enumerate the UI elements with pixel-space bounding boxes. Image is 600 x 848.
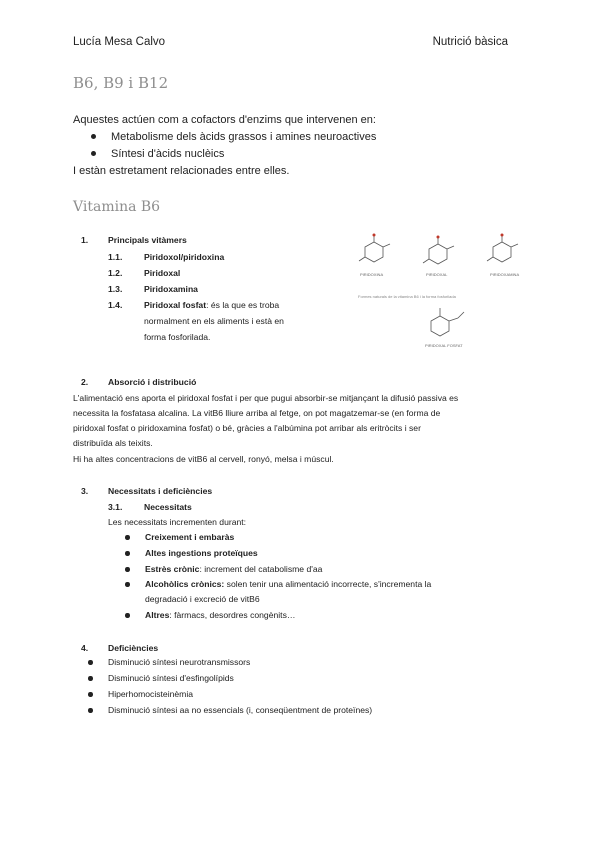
s2-number: 2.	[81, 377, 89, 387]
pyridoxal-phosphate-ring	[431, 316, 449, 336]
s2-line: distribuïda als teixits.	[73, 438, 153, 448]
s2-line: piridoxal fosfat o piridoxamina fosfat) o bé, gràcies a l'albúmina pot arribar als eritròcits i ser	[73, 423, 421, 433]
intro-lead: Aquestes actúen com a cofactors d'enzims que intervenen en:	[73, 114, 376, 126]
s2-line: Hi ha altes concentracions de vitB6 al cervell, ronyó, melsa i múscul.	[73, 454, 334, 464]
s1-item-cont: forma fosforilada.	[144, 332, 211, 342]
s3-bullet-rest: solen tenir una alimentació incorrecte, s'incrementa la	[224, 579, 432, 589]
s3-bullet	[145, 577, 431, 592]
s3-heading: Necessitats i deficiències	[108, 486, 213, 496]
hydroxyl-marker	[373, 234, 376, 237]
vitamers-figure	[352, 228, 532, 358]
amine-marker	[501, 234, 504, 237]
figure-label: PIRIDOXAMINA	[490, 272, 520, 277]
intro-bullet: Metabolisme dels àcids grassos i amines neuroactives	[111, 128, 376, 146]
s4-heading: Deficiències	[108, 643, 159, 653]
s3-bullet-cont: degradació i excreció de vitB6	[145, 594, 260, 604]
s4-bullet: Disminució síntesi d'esfingolípids	[108, 671, 234, 686]
s3-sub-heading: Necessitats	[144, 502, 192, 512]
s3-bullet-bold: Altres	[145, 610, 170, 620]
pyridoxine-ring	[365, 242, 383, 262]
s4-bullet: Disminució síntesi aa no essencials (i, conseqüentment de proteïnes)	[108, 703, 372, 718]
s2-line: L'alimentació ens aporta el piridoxal fosfat i per que pugui absorbir-se mitjançant la difusió passiva es	[73, 393, 459, 403]
pyridoxamine-ring	[493, 242, 511, 262]
s1-number: 1.	[81, 235, 89, 245]
s2-line: necessita la fosfatasa alcalina. La vitB6 lliure arriba al fetge, on pot magatzemar-se (en forma de	[73, 408, 441, 418]
s3-bullet	[145, 562, 322, 577]
s1-item-label: Piridoxal	[144, 268, 181, 278]
section-title: Vitamina B6	[73, 199, 161, 215]
s3-lead: Les necessitats incrementen durant:	[108, 517, 247, 527]
s1-heading: Principals vitàmers	[108, 235, 187, 245]
figure-label: PIRIDOXAL FOSFAT	[425, 343, 463, 348]
s3-bullet-bold: Estrès crònic	[145, 564, 200, 574]
s1-item-num: 1.3.	[108, 284, 123, 294]
figure-caption: Formes naturals de la vitamina B6 i la forma fosforilada	[358, 294, 456, 299]
s1-item-rest: : és la que es troba	[206, 300, 280, 310]
s3-bullet-rest: : increment del catabolisme d'aa	[199, 564, 323, 574]
page-title: B6, B9 i B12	[73, 74, 169, 92]
aldehyde-marker	[437, 236, 440, 239]
s4-bullet: Hiperhomocisteinèmia	[108, 687, 193, 702]
intro-bullet: Síntesi d'àcids nuclèics	[111, 145, 224, 163]
figure-label: PIRIDOXAL	[426, 272, 448, 277]
s3-bullet: Altes ingestions proteïques	[145, 546, 258, 561]
s2-heading: Absorció i distribució	[108, 377, 197, 387]
s1-item-label: Piridoxal fosfat	[144, 300, 207, 310]
s4-number: 4.	[81, 643, 89, 653]
s3-sub-number: 3.1.	[108, 502, 123, 512]
s1-item-num: 1.2.	[108, 268, 123, 278]
s1-item-num: 1.1.	[108, 252, 123, 262]
header-course: Nutrició bàsica	[432, 36, 508, 48]
intro-closing: I estàn estretament relacionades entre elles.	[73, 165, 290, 177]
s3-bullet: Creixement i embaràs	[145, 530, 234, 545]
s1-item-label: Piridoxamina	[144, 284, 198, 294]
s3-bullet-bold: Alcohòlics crònics:	[145, 579, 225, 589]
s1-item-num: 1.4.	[108, 300, 123, 310]
s3-bullet-rest: : fàrmacs, desordres congènits…	[169, 610, 296, 620]
pyridoxal-ring	[429, 244, 447, 264]
s1-item-cont: normalment en els aliments i està en	[144, 316, 284, 326]
header-author: Lucía Mesa Calvo	[73, 36, 166, 48]
s1-item-label: Piridoxol/piridoxina	[144, 252, 225, 262]
s3-number: 3.	[81, 486, 89, 496]
s4-bullet: Disminució síntesi neurotransmissors	[108, 655, 250, 670]
s1-item-text	[144, 298, 279, 313]
s3-bullet	[145, 608, 295, 623]
figure-label: PIRIDOXINA	[360, 272, 384, 277]
